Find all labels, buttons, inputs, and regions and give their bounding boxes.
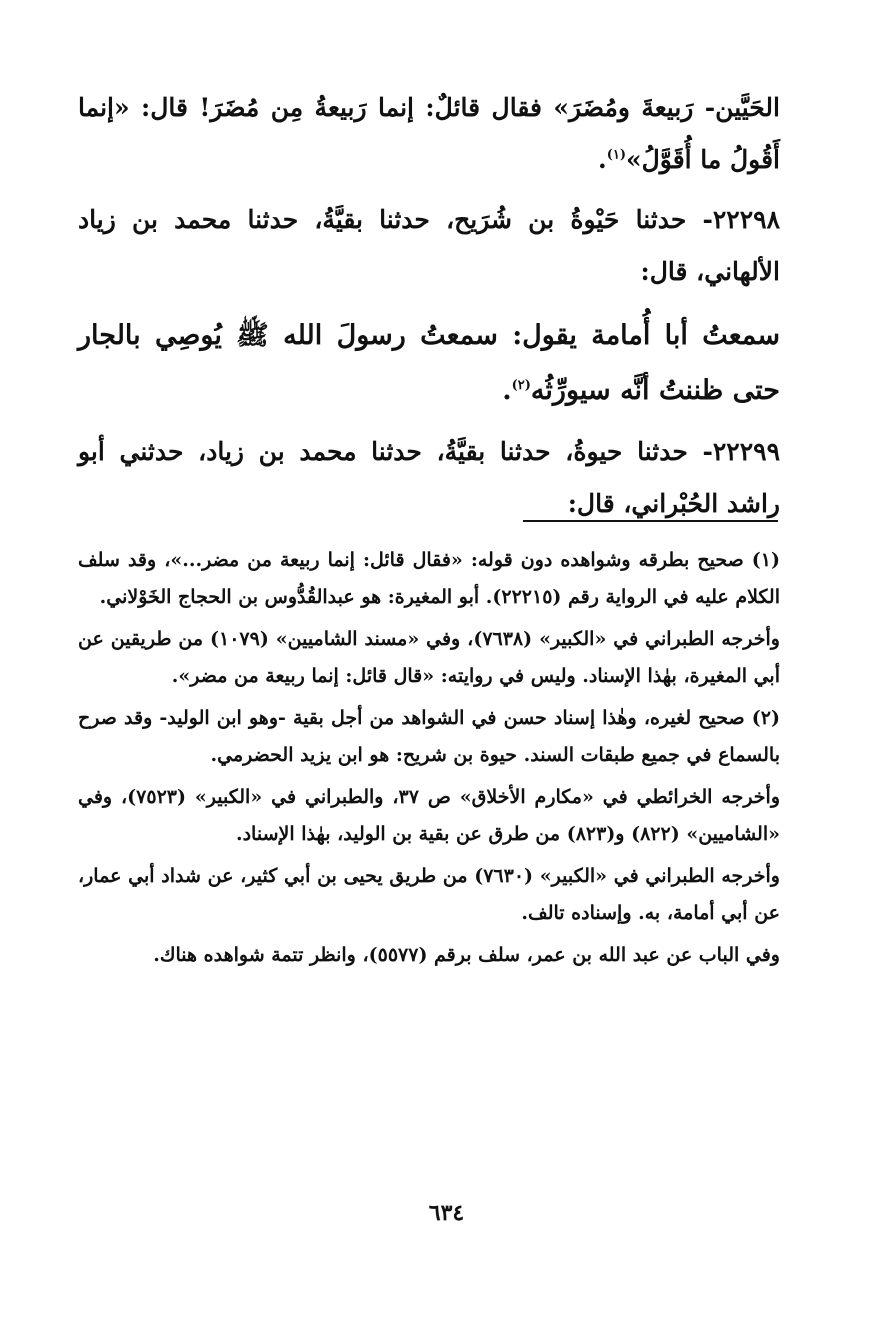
footnote-paragraph: وأخرجه الخرائطي في «مكارم الأخلاق» ص ٣٧، والطبراني في «الكبير» (٧٥٢٣)، وفي «الشاميين» (٨٢٢) و(٨٢٣) من طرق عن بقية بن الوليد، بهٰذا الإسناد.	[78, 786, 780, 845]
hadith-22298-isnad: ٢٢٢٩٨- حدثنا حَيْوةُ بن شُرَيح، حدثنا بقيَّةُ، حدثنا محمد بن زياد الألهاني، قال:	[78, 205, 780, 286]
footnote-paragraph: وفي الباب عن عبد الله بن عمر، سلف برقم (٥٥٧٧)، وانظر تتمة شواهده هناك.	[153, 944, 780, 966]
footnote-ref-1[interactable]: (١)	[606, 147, 626, 163]
footnote-paragraph: (٢) صحيح لغيره، وهٰذا إسناد حسن في الشواهد من أجل بقية -وهو ابن الوليد- وقد صرح بالسماع في جميع طبقات السند. حيوة بن شريح: هو ابن يزيد الحضرمي.	[78, 707, 780, 766]
footnote-divider	[523, 520, 778, 522]
page-number: ٦٣٤	[428, 1200, 465, 1226]
footnote-paragraph: (١) صحيح بطرقه وشواهده دون قوله: «فقال قائل: إنما ربيعة من مضر...»، وقد سلف الكلام عليه في الرواية رقم (٢٢٢١٥). أبو المغيرة: هو عبدالقُدُّوس بن الحجاج الخَوْلاني.	[78, 549, 780, 608]
main-text	[78, 82, 780, 530]
paragraph-continuation: الحَيَّين- رَبيعةَ ومُضَرَ» فقال قائلٌ: إنما رَبيعةُ مِن مُضَرَ! قال: «إنما أَقُولُ ما أُقَوَّلُ»$^{(١)}$.	[78, 93, 780, 174]
hadith-text: سمعتُ أبا أُمامة يقول: سمعتُ رسولَ الله ﷺ يُوصِي بالجار حتى ظننتُ أنَّه سيورِّثُه	[78, 320, 780, 406]
footnote-paragraph: وأخرجه الطبراني في «الكبير» (٧٦٣٠) من طريق يحيى بن أبي كثير، عن شداد أبي عمار، عن أبي أمامة، به. وإسناده تالف.	[78, 865, 780, 924]
paragraph-text: الحَيَّين- رَبيعةَ ومُضَرَ» فقال قائلٌ: إنما رَبيعةُ مِن مُضَرَ! قال: «إنما أَقُولُ ما أُقَوَّلُ»	[78, 93, 780, 174]
footnotes	[78, 542, 780, 980]
footnote-paragraph: وأخرجه الطبراني في «الكبير» (٧٦٣٨)، وفي «مسند الشاميين» (١٠٧٩) من طريقين عن أبي المغيرة، بهٰذا الإسناد. وليس في روايته: «قال قائل: إنما ربيعة من مضر».	[78, 628, 780, 687]
hadith-22299-isnad: ٢٢٢٩٩- حدثنا حيوةُ، حدثنا بقيَّةُ، حدثنا محمد بن زياد، حدثني أبو راشد الحُبْراني، قال:	[78, 437, 780, 518]
footnote-ref-2[interactable]: (٢)	[511, 378, 531, 393]
hadith-22298-text: سمعتُ أبا أُمامة يقول: سمعتُ رسولَ الله ﷺ يُوصِي بالجار حتى ظننتُ أنَّه سيورِّثُه$^{(٢)}$.	[78, 320, 780, 406]
